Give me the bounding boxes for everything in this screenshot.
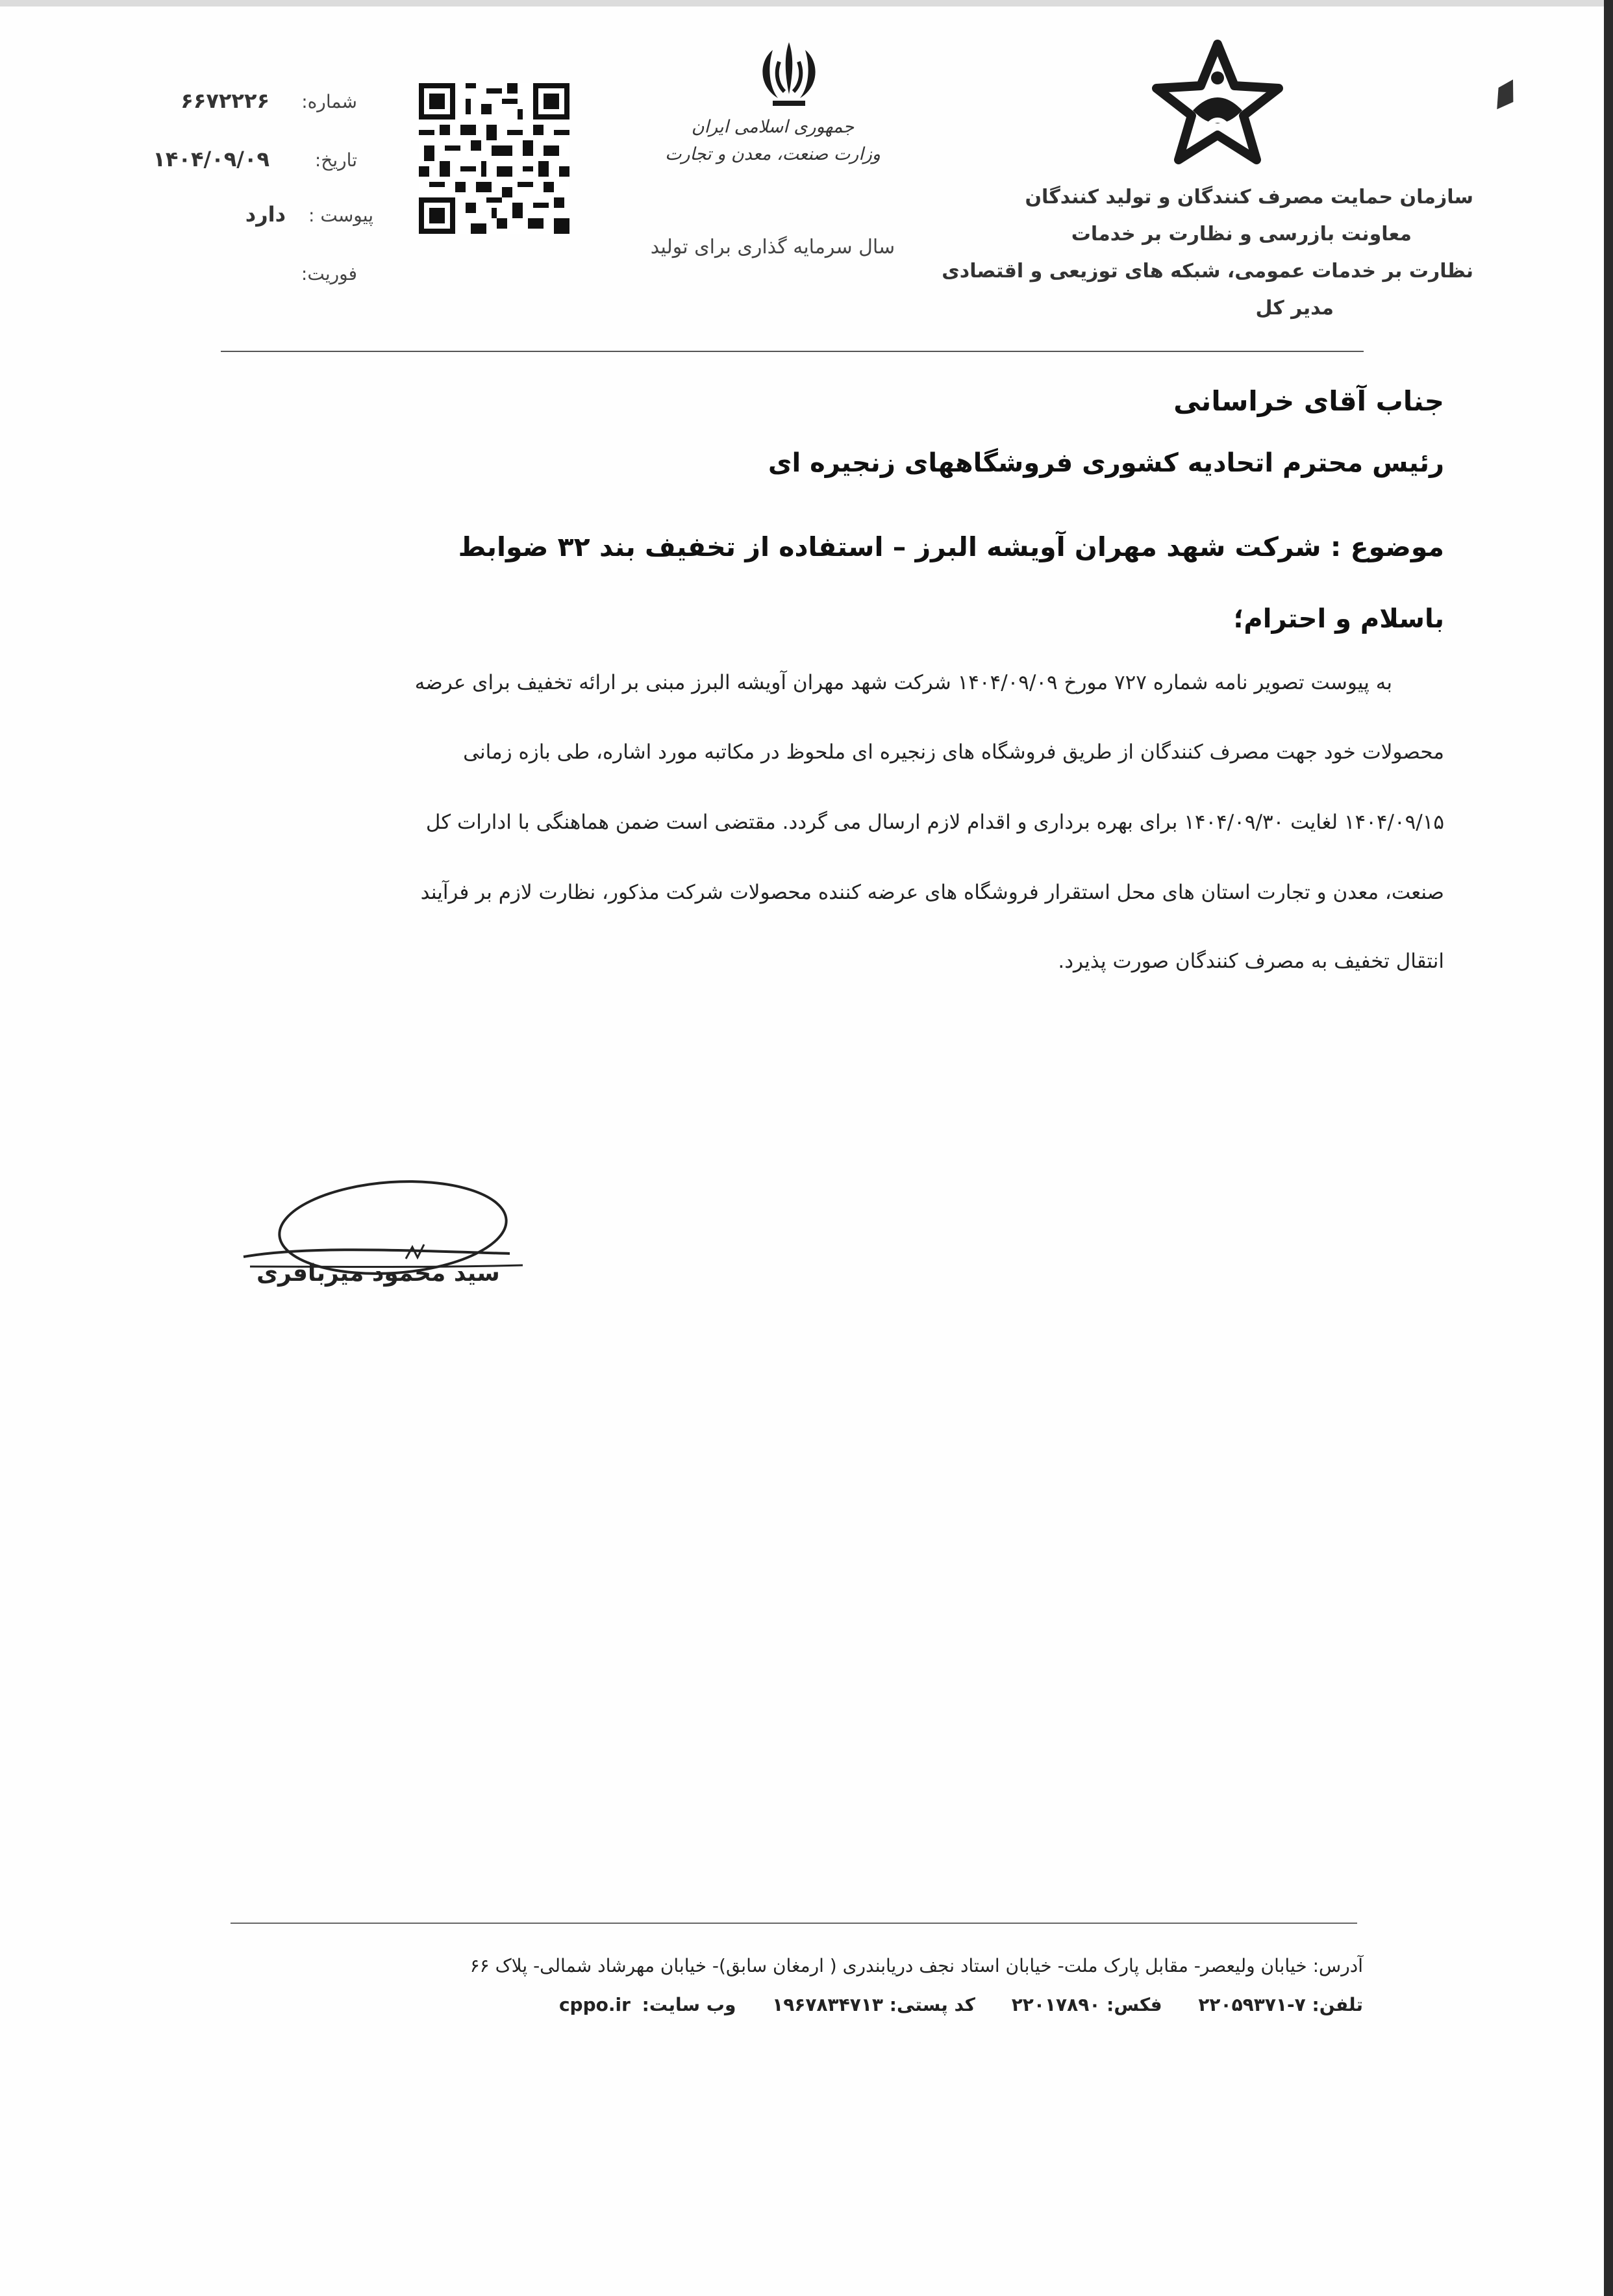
scan-speck xyxy=(1490,75,1521,114)
urgency-label: فوریت: xyxy=(301,263,357,284)
footer-postal-code: کد پستی: ۱۹۶۷۸۳۴۷۱۳ xyxy=(772,1994,975,2015)
footer-website[interactable]: cppo.ir xyxy=(558,1994,631,2015)
attachment-value: دارد xyxy=(245,202,286,227)
scan-right-edge xyxy=(1604,0,1613,2296)
letter-subject: موضوع : شرکت شهد مهران آویشه البرز – استفاده از تخفیف بند ۳۲ ضوابط xyxy=(458,531,1444,562)
footer-fax: فکس: ۲۲۰۱۷۸۹۰ xyxy=(1011,1994,1162,2015)
body-line: ۱۴۰۴/۰۹/۱۵ لغایت ۱۴۰۴/۰۹/۳۰ برای بهره برداری و اقدام لازم ارسال می گردد. مقتضی است ضمن هماهنگی با ادارات کل xyxy=(425,811,1444,834)
qr-code-icon xyxy=(419,83,569,234)
handwritten-signature xyxy=(231,1169,536,1318)
addressee-name: جناب آقای خراسانی xyxy=(1173,385,1444,417)
org-line: نظارت بر خدمات عمومی، شبکه های توزیعی و اقتصادی xyxy=(942,260,1473,283)
org-line: مدیر کل xyxy=(1255,297,1334,320)
body-line: محصولات خود جهت مصرف کنندگان از طریق فروشگاه های زنجیره ای ملحوظ در مکاتبه مورد اشاره، طی بازه زمانی xyxy=(463,740,1444,764)
iran-emblem-icon xyxy=(747,36,831,114)
meta-urgency xyxy=(279,263,357,289)
ministry-title xyxy=(656,114,890,168)
org-line: معاونت بازرسی و نظارت بر خدمات xyxy=(1071,223,1412,246)
organization-block xyxy=(941,179,1473,327)
ministry-line-2: وزارت صنعت، معدن و تجارت xyxy=(665,144,881,164)
date-value: ۱۴۰۴/۰۹/۰۹ xyxy=(153,147,269,171)
attachment-label: پیوست : xyxy=(308,205,373,226)
footer-contacts xyxy=(559,1994,1363,2015)
year-slogan: سال سرمایه گذاری برای تولید xyxy=(650,236,895,259)
body-line: صنعت، معدن و تجارت استان های محل استقرار فروشگاه های عرضه کننده محصولات شرکت مذکور، نظارت لازم بر فرآیند xyxy=(420,881,1444,904)
body-line: به پیوست تصویر نامه شماره ۷۲۷ مورخ ۱۴۰۴/۰۹/۰۹ شرکت شهد مهران آویشه البرز مبنی بر ارائه تخفیف برای عرضه xyxy=(414,671,1392,694)
date-label: تاریخ: xyxy=(314,149,357,171)
header-divider xyxy=(221,351,1364,352)
addressee-title: رئیس محترم اتحادیه کشوری فروشگاههای زنجیره ای xyxy=(768,448,1444,478)
meta-attachment xyxy=(195,202,373,231)
number-value: ۶۶۷۲۲۲۶ xyxy=(181,88,269,113)
body-line: انتقال تخفیف به مصرف کنندگان صورت پذیرد. xyxy=(1058,950,1444,973)
footer-divider xyxy=(231,1923,1357,1924)
signer-name: سید محمود میرباقری xyxy=(256,1260,500,1287)
scan-top-edge xyxy=(0,0,1613,6)
ministry-line-1: جمهوری اسلامی ایران xyxy=(691,117,855,137)
org-line: سازمان حمایت مصرف کنندگان و تولید کنندگان xyxy=(1025,186,1473,208)
footer-address: آدرس: خیابان ولیعصر- مقابل پارک ملت- خیابان استاد نجف دریابندری ( ارمغان سابق)- خیابان مهرشاد شمالی- پلاک ۶۶ xyxy=(469,1955,1363,1976)
number-label: شماره: xyxy=(301,91,357,112)
greeting: باسلام و احترام؛ xyxy=(1233,604,1444,634)
footer-website-label: وب سایت: xyxy=(642,1994,736,2015)
cppo-logo-icon xyxy=(1133,32,1302,175)
footer-phone: تلفن: ۷-۲۲۰۵۹۳۷۱ xyxy=(1198,1994,1363,2015)
meta-number xyxy=(169,88,357,117)
meta-date xyxy=(149,149,357,175)
